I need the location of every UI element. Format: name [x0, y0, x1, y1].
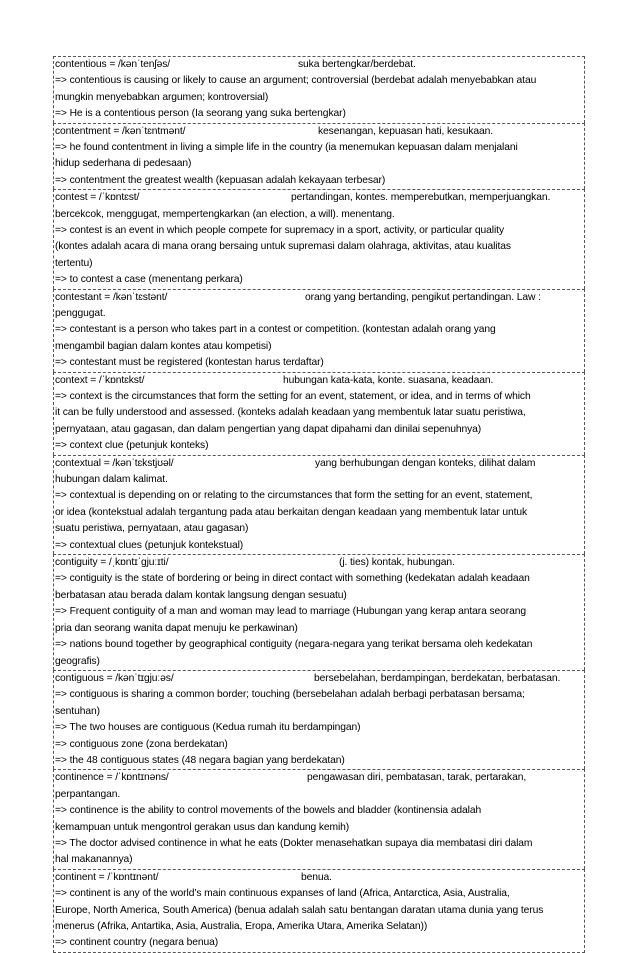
entry-term: contiguous = /kənˈtɪgjuːəs/: [55, 672, 174, 684]
entry-text-line: => continent is any of the world’s main continuous expanses of land (Africa, Antarctica, Asia, Australia,: [55, 888, 510, 900]
entry-headword-line: [54, 456, 584, 472]
entry-text-line: geografis): [55, 655, 100, 667]
dictionary-entry: [53, 289, 585, 372]
entry-headword-line: [54, 770, 584, 786]
entry-headword-line: [54, 57, 584, 73]
entry-text-line: bercekcok, menggugat, mempertengkarkan (an election, a will). menentang.: [55, 208, 395, 220]
dictionary-entry: [53, 189, 585, 288]
entry-meaning: suka bertengkar/berdebat.: [298, 59, 416, 70]
entry-text-line: => contentment the greatest wealth (kepuasan adalah kekayaan terbesar): [55, 174, 386, 186]
entry-text-line: kemampuan untuk mengontrol gerakan usus dan kandung kemih): [55, 821, 350, 833]
entry-headword-line: [54, 671, 584, 687]
entry-text-line: berbatasan atau berada dalam kontak langsung dengan sesuatu): [55, 589, 347, 601]
entry-headword-line: [54, 555, 584, 571]
entry-text-line: => nations bound together by geographical contiguity (negara-negara yang terikat bersama oleh kedekatan: [55, 639, 533, 651]
entry-text-line: => The two houses are contiguous (Kedua rumah itu berdampingan): [55, 722, 361, 734]
entry-term: contentment = /kənˈtɛntmənt/: [55, 125, 186, 137]
entry-text-line: => contest is an event in which people compete for supremacy in a sport, activity, or particular quality: [55, 225, 504, 237]
entry-text-line: => the 48 contiguous states (48 negara bagian yang berdekatan): [55, 754, 345, 766]
entry-term: contest = /ˈkɒntɛst/: [55, 192, 140, 204]
dictionary-document: [53, 56, 585, 953]
entry-text-line: sentuhan): [55, 705, 100, 717]
entry-text-line: => to contest a case (menentang perkara): [55, 274, 243, 286]
entry-text-line: hubungan dalam kalimat.: [55, 474, 168, 486]
entry-text-line: it can be fully understood and assessed. (konteks adalah keadaan yang membentuk latar suatu peristiwa,: [55, 407, 526, 419]
entry-text-line: penggugat.: [55, 308, 106, 320]
dictionary-entry: [53, 670, 585, 769]
entry-meaning: orang yang bertanding, pengikut pertandingan. Law :: [305, 291, 541, 303]
entry-meaning: hubungan kata-kata, konte. suasana, keadaan.: [283, 374, 494, 386]
entry-text-line: Europe, North America, South America) (benua adalah salah satu bentangan daratan utama dunia yang terus: [55, 904, 544, 916]
dictionary-entry: [53, 554, 585, 670]
dictionary-entry: [53, 123, 585, 190]
entry-text-line: => contextual clues (petunjuk kontekstual): [55, 539, 244, 551]
entry-text-line: suatu peristiwa, pernyataan, atau gagasan): [55, 523, 249, 535]
entry-meaning: benua.: [301, 871, 332, 883]
entry-term: context = /ˈkɒntɛkst/: [55, 374, 145, 386]
entry-term: contiguity = /ˌkɒntɪˈgjuːɪti/: [55, 557, 169, 569]
entry-text-line: tertentu): [55, 257, 93, 269]
entry-text-line: => contiguous zone (zona berdekatan): [55, 738, 228, 750]
entry-text-line: => Frequent contiguity of a man and woman may lead to marriage (Hubungan yang kerap antara seorang: [55, 606, 527, 618]
entry-text-line: => context is the circumstances that form the setting for an event, statement, or idea, and in terms of which: [55, 391, 531, 403]
entry-meaning: pertandingan, kontes. memperebutkan, memperjuangkan.: [291, 192, 551, 204]
entry-text-line: => The doctor advised continence in what he eats (Dokter menasehatkan supaya dia membatasi diri dalam: [55, 837, 533, 849]
entry-meaning: (j. ties) kontak, hubungan.: [339, 557, 455, 569]
entry-meaning: bersebelahan, berdampingan, berdekatan, berbatasan.: [314, 672, 561, 684]
entry-text-line: => continence is the ability to control movements of the bowels and bladder (kontinensia adalah: [55, 805, 482, 817]
entry-text-line: => He is a contentious person (Ia seorang yang suka bertengkar): [55, 108, 346, 120]
entry-headword-line: [54, 190, 584, 206]
entry-text-line: => contestant is a person who takes part in a contest or competition. (kontestan adalah orang yang: [55, 324, 496, 336]
entry-term: contextual = /kənˈtɛkstjʊəl/: [55, 457, 174, 469]
entry-meaning: yang berhubungan dengan konteks, dilihat dalam: [315, 457, 536, 469]
entry-text-line: hidup sederhana di pedesaan): [55, 158, 192, 170]
entry-text-line: => contiguity is the state of bordering or being in direct contact with something (kedekatan adalah keadaan: [55, 573, 530, 585]
entry-text-line: => contentious is causing or likely to cause an argument; controversial (berdebat adalah menyebabkan atau: [55, 75, 537, 87]
entry-text-line: => he found contentment in living a simple life in the country (ia menemukan kepuasan dalam menjalani: [55, 142, 518, 153]
entry-headword-line: [54, 124, 584, 140]
entry-text-line: => continent country (negara benua): [55, 937, 219, 949]
dictionary-entry: [53, 455, 585, 554]
entry-term: contentious = /kənˈtenʃəs/: [55, 59, 171, 70]
entry-text-line: pernyataan, atau gagasan, dan dalam pengertian yang dapat dipahami dan dinilai sepenuhnya): [55, 423, 482, 435]
entry-term: continent = /ˈkɒntɪnənt/: [55, 871, 159, 883]
dictionary-entry: [53, 372, 585, 455]
dictionary-entry: [53, 56, 585, 123]
entry-text-line: hal makanannya): [55, 854, 133, 866]
entry-meaning: pengawasan diri, pembatasan, tarak, pertarakan,: [307, 772, 527, 784]
dictionary-entry: [53, 769, 585, 868]
entry-headword-line: [54, 373, 584, 389]
dictionary-entry: [53, 869, 585, 953]
entry-term: contestant = /kənˈtɛstənt/: [55, 291, 168, 303]
entry-text-line: => context clue (petunjuk konteks): [55, 440, 209, 452]
entry-meaning: kesenangan, kepuasan hati, kesukaan.: [318, 125, 494, 137]
entry-text-line: (kontes adalah acara di mana orang bersaing untuk supremasi dalam olahraga, aktivitas, atau kualitas: [55, 241, 511, 253]
entry-text-line: perpantangan.: [55, 788, 121, 800]
entry-text-line: mengambil bagian dalam kontes atau kompetisi): [55, 340, 272, 352]
entry-text-line: menerus (Afrika, Antartika, Asia, Australia, Eropa, Amerika Utara, Amerika Selatan)): [55, 920, 428, 932]
entry-headword-line: [54, 290, 584, 306]
entry-headword-line: [54, 870, 584, 886]
entry-text-line: => contextual is depending on or relating to the circumstances that form the setting for an event, statement,: [55, 490, 533, 502]
entry-text-line: => contiguous is sharing a common border; touching (bersebelahan adalah berbagi perbatasan bersama;: [55, 689, 525, 701]
entry-term: continence = /ˈkɒntɪnəns/: [55, 772, 169, 784]
entry-text-line: mungkin menyebabkan argumen; kontroversial): [55, 91, 269, 103]
entry-text-line: pria dan seorang wanita dapat menuju ke perkawinan): [55, 622, 298, 634]
entry-text-line: or idea (kontekstual adalah tergantung pada atau berkaitan dengan keadaan yang membentuk latar untuk: [55, 506, 528, 518]
entry-text-line: => contestant must be registered (kontestan harus terdaftar): [55, 357, 324, 369]
